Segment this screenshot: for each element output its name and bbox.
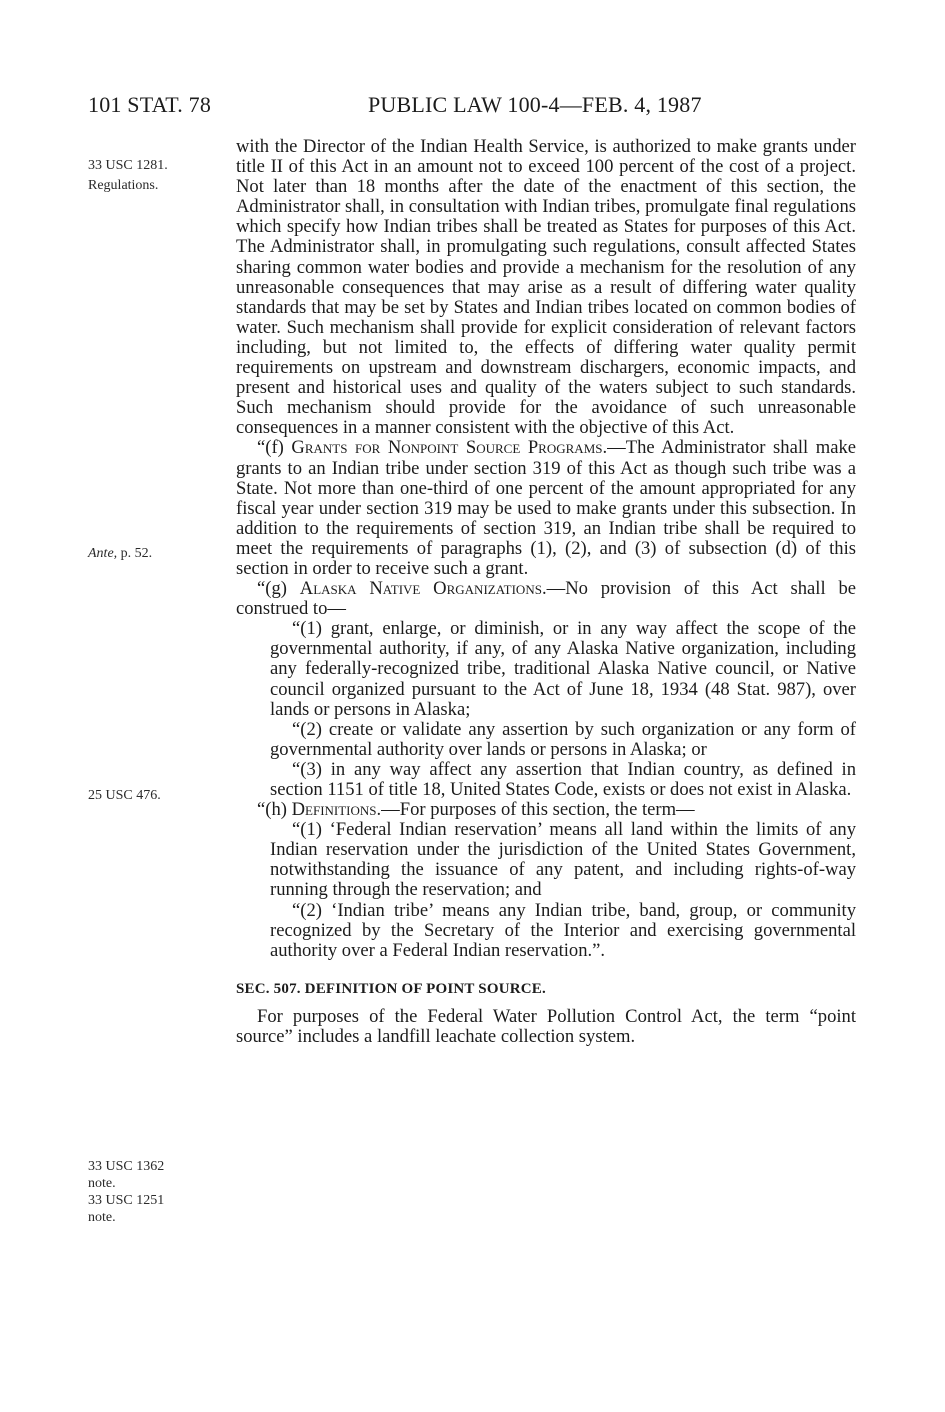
subsection-g-item-1: “(1) grant, enlarge, or diminish, or in any way affect the scope of the governmental authority, if any, of any Alaska Native organization, including any federally-recognized tribe, traditional Alaska Native council, or Native council organized pursuant to the Act of June 18, 1934 (48 Stat. 987), over lands or persons in Alaska; [270, 618, 856, 720]
subsection-h-heading: Definitions. [291, 799, 382, 821]
subsection-f-heading: Grants for Nonpoint Source Programs. [291, 437, 608, 459]
subsection-g [236, 579, 856, 619]
subsection-f-text: —The Administrator shall make grants to an Indian tribe under section 319 of this Act as though such tribe was a State. Not more than one-third of one percent of the amount appropriated for any fiscal year under section 319 may be used to make grants under this subsection. In addition to the requirements of section 319, an Indian tribe shall be required to meet the requirements of paragraphs (1), (2), and (3) of subsection (d) of this section in order to receive such a grant. [236, 437, 856, 579]
statute-page-ref: 101 STAT. 78 [88, 92, 212, 117]
subsection-g-prefix: “(g) [257, 578, 300, 600]
subsection-h [236, 800, 856, 820]
margin-note-ante-page: p. 52. [120, 546, 153, 561]
subsection-g-item-3: “(3) in any way affect any assertion that Indian country, as defined in section 1151 of title 18, United States Code, exists or does not exist in Alaska. [270, 758, 856, 800]
paragraph-continuation: with the Director of the Indian Health Service, is authorized to make grants under title II of this Act in an amount not to exceed 100 percent of the cost of a project. Not later than 18 months after the date of the enactment of this section, the Administrator shall, in consultation with Indian tribes, promulgate final regulations which specify how Indian tribes shall be treated as States for purposes of this Act. The Administrator shall, in promulgating such regulations, consult affected States sharing common water bodies and provide a mechanism for the resolution of any unreasonable consequences that may arise as a result of differing water quality standards that may be set by States and Indian tribes located on common bodies of water. Such mechanism shall provide for explicit consideration of relevant factors including, but not limited to, the effects of differing water quality permit requirements on upstream and downstream dischargers, economic impacts, and present and historical uses and quality of the waters subject to such standards. Such mechanism should provide for the avoidance of such unreasonable consequences in a manner consistent with the objective of this Act. [236, 136, 856, 439]
subsection-h-item-2: “(2) ‘Indian tribe’ means any Indian tribe, band, group, or community recognized by the Secretary of the Interior and exercising governmental authority over a Federal Indian reservation.”. [270, 899, 856, 961]
margin-note-regulations: Regulations. [88, 178, 159, 193]
margin-note-usc-1251: 33 USC 1251 [88, 1193, 165, 1208]
margin-note-usc-1362: 33 USC 1362 [88, 1159, 165, 1174]
section-507-text: For purposes of the Federal Water Pollution Control Act, the term “point source” includes a landfill leachate collection system. [236, 1005, 856, 1048]
subsection-f [236, 438, 856, 579]
subsection-h-item-1: “(1) ‘Federal Indian reservation’ means all land within the limits of any Indian reservation under the jurisdiction of the United States Government, notwithstanding the issuance of any patent, and including rights-of-way running through the reservation; and [270, 819, 856, 901]
margin-note-ante-word: Ante, [88, 546, 118, 561]
margin-note-usc-1281: 33 USC 1281. [88, 158, 168, 173]
section-507-heading: SEC. 507. DEFINITION OF POINT SOURCE. [236, 980, 546, 997]
subsection-g-heading: Alaska Native Organizations. [299, 578, 547, 600]
margin-note-note-2: note. [88, 1210, 116, 1225]
subsection-g-text: —No provision of this Act shall be construed to— [236, 578, 856, 620]
subsection-h-text: —For purposes of this section, the term— [381, 799, 695, 821]
margin-note-note-1: note. [88, 1176, 116, 1191]
margin-note-ante [88, 545, 152, 562]
subsection-f-prefix: “(f) [257, 437, 292, 459]
subsection-h-prefix: “(h) [257, 799, 292, 821]
statute-body [236, 137, 856, 1047]
subsection-g-item-2: “(2) create or validate any assertion by such organization or any form of governmental authority over lands or persons in Alaska; or [270, 718, 856, 760]
margin-note-usc-476: 25 USC 476. [88, 788, 161, 803]
running-header: PUBLIC LAW 100-4—FEB. 4, 1987 [368, 92, 702, 117]
